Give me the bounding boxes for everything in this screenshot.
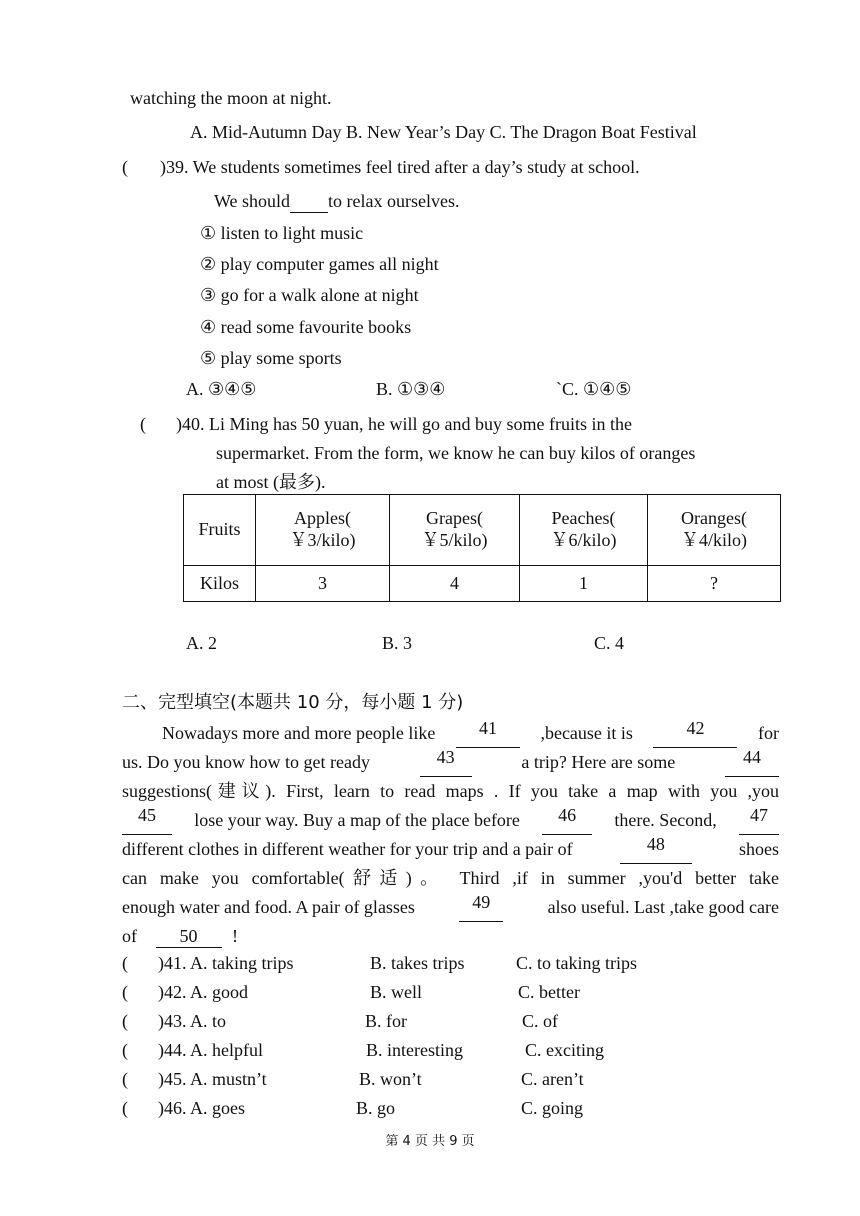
q39-option-b: B. ①③④ bbox=[376, 379, 446, 399]
table-header-cell: Apples( ￥3/kilo) bbox=[256, 495, 390, 566]
table-cell: 3 bbox=[256, 565, 390, 601]
q39-stem-line2: We should to relax ourselves. bbox=[214, 191, 460, 211]
question-42-c: C. better bbox=[518, 982, 580, 1002]
table-row bbox=[184, 565, 781, 601]
q40-option-a: A. 2 bbox=[186, 633, 217, 653]
fruit-price-table bbox=[183, 494, 781, 602]
q39-option-a: A. ③④⑤ bbox=[186, 379, 257, 399]
question-paren: ( bbox=[122, 1011, 128, 1031]
passage-line: can make you comfortable(舒适)。 Third ,if in summer ,you'd better take bbox=[122, 868, 779, 888]
q39-item-1: ① listen to light music bbox=[200, 223, 364, 243]
question-paren: ( bbox=[122, 1069, 128, 1089]
question-45-c: C. aren’t bbox=[521, 1069, 584, 1089]
table-cell: ? bbox=[648, 565, 781, 601]
q39-stem-line1: )39. We students sometimes feel tired after a day’s study at school. bbox=[160, 157, 640, 177]
table-header-cell: Grapes( ￥5/kilo) bbox=[390, 495, 520, 566]
passage bbox=[122, 719, 779, 951]
q39-item-5: ⑤ play some sports bbox=[200, 348, 342, 368]
question-paren: ( bbox=[122, 1040, 128, 1060]
question-43-a: )43. A. to bbox=[158, 1011, 227, 1031]
question-45-a: )45. A. mustn’t bbox=[158, 1069, 267, 1089]
question-44-c: C. exciting bbox=[525, 1040, 604, 1060]
question-paren: ( bbox=[122, 982, 128, 1002]
question-44-b: B. interesting bbox=[366, 1040, 463, 1060]
table-header-cell: Peaches( ￥6/kilo) bbox=[520, 495, 648, 566]
page-footer: 第 4 页 共 9 页 bbox=[385, 1134, 475, 1149]
question-46-a: )46. A. goes bbox=[158, 1098, 245, 1118]
question-43-c: C. of bbox=[522, 1011, 558, 1031]
question-43-b: B. for bbox=[365, 1011, 407, 1031]
q39-item-4: ④ read some favourite books bbox=[200, 317, 412, 337]
table-header-cell: Oranges( ￥4/kilo) bbox=[648, 495, 781, 566]
passage-line: 45 lose your way. Buy a map of the place before 46 there. Second, 47 bbox=[122, 806, 779, 835]
question-44-a: )44. A. helpful bbox=[158, 1040, 263, 1060]
question-45-b: B. won’t bbox=[359, 1069, 422, 1089]
question-41-a: )41. A. taking trips bbox=[158, 953, 294, 973]
question-paren: ( bbox=[122, 953, 128, 973]
q39-option-c: `C. ①④⑤ bbox=[556, 379, 632, 399]
passage-line: suggestions(建议). First, learn to read maps . If you take a map with you ,you bbox=[122, 781, 779, 801]
table-cell: 1 bbox=[520, 565, 648, 601]
passage-line: of 50 ! bbox=[122, 926, 238, 946]
q39-item-2: ② play computer games all night bbox=[200, 254, 439, 274]
passage-line: different clothes in different weather for your trip and a pair of 48 shoes bbox=[122, 835, 779, 864]
question-41-b: B. takes trips bbox=[370, 953, 465, 973]
q38-tail: watching the moon at night. bbox=[130, 88, 332, 108]
section-title: 二、完型填空(本题共 10 分，每小题 1 分) bbox=[122, 692, 464, 713]
q39-paren: ( bbox=[122, 157, 128, 177]
question-paren: ( bbox=[122, 1098, 128, 1118]
q40-option-c: C. 4 bbox=[594, 633, 625, 653]
passage-line: enough water and food. A pair of glasses 49 also useful. Last ,take good care bbox=[122, 893, 779, 922]
question-46-b: B. go bbox=[356, 1098, 396, 1118]
passage-line: Nowadays more and more people like 41 ,because it is 42 for bbox=[122, 719, 779, 748]
q40-stem-line2: supermarket. From the form, we know he can buy kilos of oranges bbox=[216, 443, 696, 463]
q39-item-3: ③ go for a walk alone at night bbox=[200, 285, 419, 305]
question-42-a: )42. A. good bbox=[158, 982, 248, 1002]
question-46-c: C. going bbox=[521, 1098, 584, 1118]
table-cell: 4 bbox=[390, 565, 520, 601]
q40-paren: ( bbox=[140, 414, 146, 434]
question-42-b: B. well bbox=[370, 982, 422, 1002]
passage-line: us. Do you know how to get ready 43 a trip? Here are some 44 bbox=[122, 748, 779, 777]
table-header-cell: Fruits bbox=[184, 495, 256, 566]
q38-options: A. Mid-Autumn Day B. New Year’s Day C. The Dragon Boat Festival bbox=[190, 122, 697, 142]
q40-stem-line1: )40. Li Ming has 50 yuan, he will go and buy some fruits in the bbox=[176, 414, 632, 434]
table-cell: Kilos bbox=[184, 565, 256, 601]
question-41-c: C. to taking trips bbox=[516, 953, 637, 973]
table-row bbox=[184, 495, 781, 566]
q40-option-b: B. 3 bbox=[382, 633, 413, 653]
q40-stem-line3: at most (最多). bbox=[216, 472, 326, 492]
